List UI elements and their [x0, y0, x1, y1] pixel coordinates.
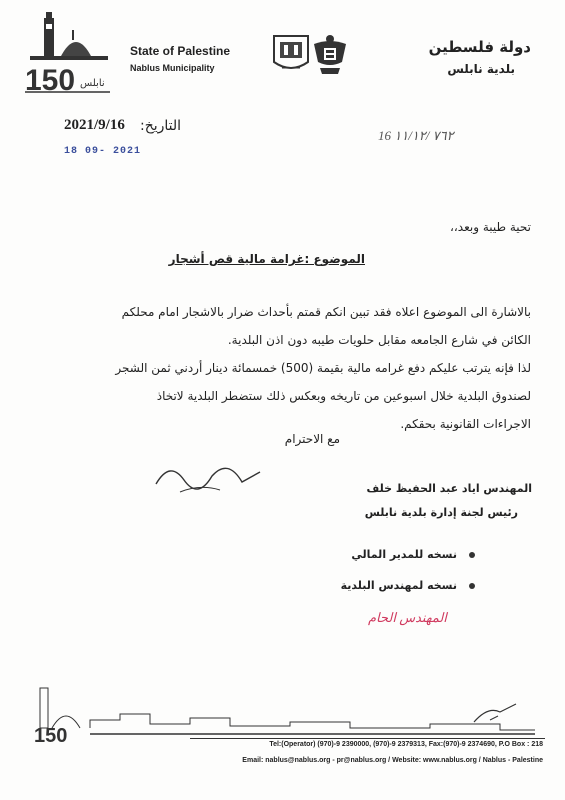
bullet-icon [469, 552, 475, 558]
svg-text:150: 150 [25, 64, 76, 95]
copy-item [341, 579, 475, 592]
signer-name: المهندس اياد عبد الحفيظ خلف [366, 482, 532, 495]
svg-text:نابلس: نابلس [80, 78, 105, 89]
header-municipality-en: Nablus Municipality [130, 63, 215, 73]
handwritten-reference: 16 ٧٦٢ /١١/١٢ [378, 128, 454, 143]
date-value: 2021/9/16 [64, 117, 125, 133]
city-skyline-illustration [30, 684, 540, 746]
handwritten-mark [470, 700, 520, 730]
svg-text:150: 150 [34, 725, 68, 746]
copy-item [341, 548, 475, 561]
body-line: لذا فإنه يترتب عليكم دفع غرامه مالية بقيمة (500) خمسمائة دينار أردني ثمن الشجر [115, 361, 531, 375]
copy-label: نسخه لمهندس البلدية [340, 579, 457, 592]
copy-label: نسخه للمدير المالي [351, 548, 457, 561]
footer-contact: Tel:(Operator) (970)-9 2390000, (970)-9 2379313, Fax:(970)-9 2374690, P.O Box : 218 [269, 741, 543, 748]
signer-title: رئيس لجنة إدارة بلدية نابلس [364, 506, 518, 519]
closing: مع الاحترام [284, 432, 340, 446]
body-line: الكائن في شارع الجامعه مقابل حلويات طيبه دون اذن البلدية. [227, 333, 531, 347]
handwritten-signature [150, 454, 270, 502]
header-municipality-ar: بلدية نابلس [447, 62, 515, 76]
footer-email: Email: nablus@nablus.org - pr@nablus.org / Website: www.nablus.org / Nablus - Palestine [242, 757, 543, 764]
nablus-seal-icon [270, 30, 312, 76]
letter-body [64, 298, 531, 438]
header-state-ar: دولة فلسطين [428, 38, 531, 56]
greeting: تحية طيبة وبعد،، [450, 220, 531, 234]
body-line: الاجراءات القانونية بحقكم. [400, 417, 531, 431]
footer-divider [190, 738, 545, 739]
handwritten-note: المهندس الحام [368, 610, 447, 625]
eagle-emblem-icon [312, 32, 348, 76]
body-line: لصندوق البلدية خلال اسبوعين من تاريخه وبعكس ذلك ستضطر البلدية لاتخاذ [156, 389, 531, 403]
received-stamp: 18 09- 2021 [64, 146, 142, 157]
body-line: بالاشارة الى الموضوع اعلاه فقد تبين انكم قمتم بأحداث ضرار بالاشجار امام محلكم [121, 305, 531, 319]
header-state-en: State of Palestine [130, 44, 231, 58]
subject-line: الموضوع :غرامة مالية قص أشجار [168, 252, 365, 266]
bullet-icon [469, 583, 475, 589]
copies-list [341, 548, 475, 610]
date-label: التاريخ: [140, 118, 182, 134]
anniversary-150-logo [20, 10, 115, 95]
